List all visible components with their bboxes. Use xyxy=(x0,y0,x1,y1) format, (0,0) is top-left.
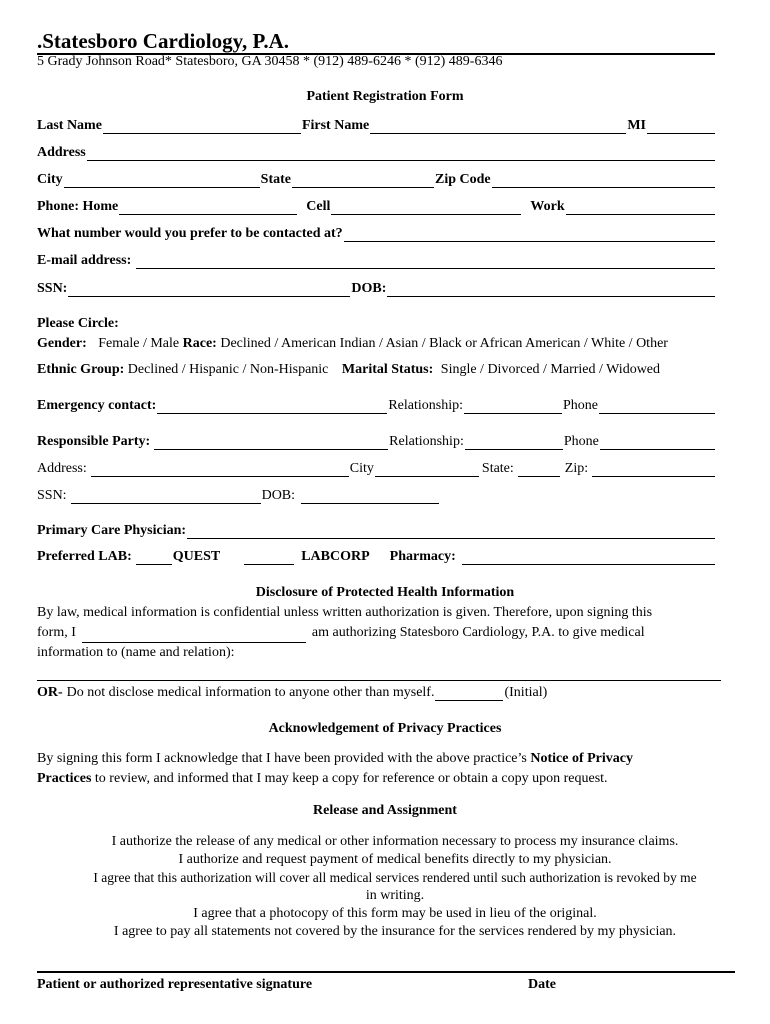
disclosure-heading: Disclosure of Protected Health Information xyxy=(255,585,515,600)
release-heading: Release and Assignment xyxy=(313,803,457,818)
form-title: Patient Registration Form xyxy=(306,89,464,104)
rp-ssn-label: SSN: xyxy=(37,488,67,503)
email-row xyxy=(37,253,716,269)
state-field[interactable] xyxy=(292,173,434,188)
rp-address-field[interactable] xyxy=(91,462,349,477)
rp-state-label: State: xyxy=(481,461,514,476)
last-name-label: Last Name xyxy=(37,118,102,133)
rp-dob-label: DOB: xyxy=(261,488,296,503)
phone-row xyxy=(37,199,716,215)
responsible-relationship-field[interactable] xyxy=(465,435,563,450)
disclosure-line-1: By law, medical information is confidential unless written authorization is given. Therefore, upon signing this xyxy=(37,605,653,620)
rp-address-label: Address: xyxy=(37,461,87,476)
responsible-relationship-label: Relationship: xyxy=(389,434,464,449)
release-line: I agree to pay all statements not covered by the insurance for the services rendered by my physician. xyxy=(113,924,677,939)
notice-of-privacy-text: Notice of Privacy xyxy=(530,751,633,766)
rp-zip-field[interactable] xyxy=(592,462,715,477)
practice-address: 5 Grady Johnson Road* Statesboro, GA 30458 * (912) 489-6246 * (912) 489-6346 xyxy=(37,54,503,69)
quest-label: QUEST xyxy=(172,549,221,564)
home-phone-label: Phone: Home xyxy=(37,199,119,214)
ssn-dob-row xyxy=(37,281,716,297)
dob-label: DOB: xyxy=(351,281,387,296)
privacy-text xyxy=(37,749,727,789)
address-label: Address xyxy=(37,145,86,160)
disclosure-authorizing-text: am authorizing Statesboro Cardiology, P.A. to give medical xyxy=(311,625,645,640)
disclosure-form-i: form, I xyxy=(37,625,76,640)
ethnic-marital-row xyxy=(37,362,660,378)
rp-city-label: City xyxy=(349,461,374,476)
pharmacy-label: Pharmacy: xyxy=(389,549,456,564)
rp-state-field[interactable] xyxy=(518,462,560,477)
emergency-phone-label: Phone xyxy=(563,398,599,413)
pcp-row xyxy=(37,523,716,539)
zip-field[interactable] xyxy=(492,173,715,188)
race-label: Race: xyxy=(182,336,217,351)
preferred-number-field[interactable] xyxy=(344,227,715,242)
release-line: I agree that this authorization will cover all medical services rendered until such authorization is revoked by me xyxy=(93,870,697,885)
signature-label: Patient or authorized representative signature xyxy=(37,977,313,992)
signature-line[interactable] xyxy=(37,971,735,973)
gender-label: Gender: xyxy=(37,336,87,351)
gender-options[interactable]: Female / Male xyxy=(98,336,180,351)
last-name-field[interactable] xyxy=(103,119,301,134)
responsible-phone-field[interactable] xyxy=(600,435,715,450)
address-field[interactable] xyxy=(87,146,715,161)
labcorp-field[interactable] xyxy=(244,550,294,565)
rp-zip-label: Zip: xyxy=(564,461,589,476)
address-row xyxy=(37,145,716,161)
emergency-row xyxy=(37,398,716,414)
dob-field[interactable] xyxy=(387,282,715,297)
ethnic-options[interactable]: Declined / Hispanic / Non-Hispanic xyxy=(127,362,329,377)
authorizer-name-field[interactable] xyxy=(82,628,306,643)
marital-label: Marital Status: xyxy=(341,362,434,377)
race-options[interactable]: Declined / American Indian / Asian / Black or African American / White / Other xyxy=(220,336,668,351)
rp-city-field[interactable] xyxy=(375,462,479,477)
mi-label: MI xyxy=(627,118,646,133)
city-label: City xyxy=(37,172,63,187)
release-line: I agree that a photocopy of this form may be used in lieu of the original. xyxy=(193,906,597,921)
responsible-phone-label: Phone xyxy=(563,434,599,449)
cell-phone-field[interactable] xyxy=(331,200,521,215)
city-field[interactable] xyxy=(64,173,260,188)
city-row xyxy=(37,172,716,188)
release-line: in writing. xyxy=(365,888,425,903)
pcp-label: Primary Care Physician: xyxy=(37,523,187,538)
emergency-field[interactable] xyxy=(157,399,387,414)
or-label: OR- xyxy=(37,685,63,700)
release-line: I authorize and request payment of medical benefits directly to my physician. xyxy=(178,852,612,867)
quest-field[interactable] xyxy=(136,550,172,565)
practices-text: Practices xyxy=(37,771,92,786)
work-phone-field[interactable] xyxy=(566,200,715,215)
do-not-disclose-text: Do not disclose medical information to anyone other than myself. xyxy=(66,685,435,700)
practice-title: .Statesboro Cardiology, P.A. xyxy=(37,29,715,55)
initial-field[interactable] xyxy=(435,686,503,701)
disclosure-name-field[interactable] xyxy=(37,666,721,681)
zip-label: Zip Code xyxy=(435,172,491,187)
home-phone-field[interactable] xyxy=(119,200,297,215)
rp-address-row xyxy=(37,461,716,477)
initial-label: (Initial) xyxy=(504,685,548,700)
disclosure-line-3: information to (name and relation): xyxy=(37,645,235,660)
cell-phone-label: Cell xyxy=(306,199,331,214)
do-not-disclose-row xyxy=(37,685,547,701)
disclosure-text xyxy=(37,603,727,663)
please-circle-label: Please Circle: xyxy=(37,316,119,331)
preferred-lab-label: Preferred LAB: xyxy=(37,549,132,564)
first-name-label: First Name xyxy=(301,118,370,133)
release-line: I authorize the release of any medical or other information necessary to process my insurance claims. xyxy=(111,834,679,849)
lab-pharmacy-row xyxy=(37,549,716,565)
rp-ssn-field[interactable] xyxy=(71,489,261,504)
name-row xyxy=(37,118,716,134)
labcorp-label: LABCORP xyxy=(301,549,370,564)
responsible-row xyxy=(37,434,716,450)
email-label: E-mail address: xyxy=(37,253,132,268)
emergency-relationship-field[interactable] xyxy=(464,399,562,414)
ethnic-label: Ethnic Group: xyxy=(37,362,125,377)
privacy-text-1: By signing this form I acknowledge that I have been provided with the above practice’s xyxy=(37,751,527,766)
pcp-field[interactable] xyxy=(187,524,715,539)
first-name-field[interactable] xyxy=(370,119,626,134)
emergency-relationship-label: Relationship: xyxy=(388,398,464,413)
privacy-text-2: to review, and informed that I may keep a copy for reference or obtain a copy upon request. xyxy=(94,771,608,786)
rp-ssn-row xyxy=(37,488,440,504)
emergency-phone-field[interactable] xyxy=(599,399,715,414)
privacy-heading: Acknowledgement of Privacy Practices xyxy=(268,721,502,736)
responsible-field[interactable] xyxy=(154,435,388,450)
ssn-label: SSN: xyxy=(37,281,68,296)
ssn-field[interactable] xyxy=(68,282,350,297)
emergency-label: Emergency contact: xyxy=(37,398,157,413)
pharmacy-field[interactable] xyxy=(462,550,715,565)
rp-dob-field[interactable] xyxy=(301,489,439,504)
release-text xyxy=(40,833,750,941)
responsible-label: Responsible Party: xyxy=(37,434,151,449)
preferred-number-row xyxy=(37,226,716,242)
email-field[interactable] xyxy=(136,254,715,269)
mi-field[interactable] xyxy=(647,119,715,134)
disclosure-line-2 xyxy=(37,623,727,643)
marital-options[interactable]: Single / Divorced / Married / Widowed xyxy=(440,362,661,377)
date-label: Date xyxy=(528,977,556,992)
state-label: State xyxy=(260,172,291,187)
preferred-number-label: What number would you prefer to be contacted at? xyxy=(37,226,343,241)
work-phone-label: Work xyxy=(530,199,565,214)
gender-race-row xyxy=(37,336,668,352)
